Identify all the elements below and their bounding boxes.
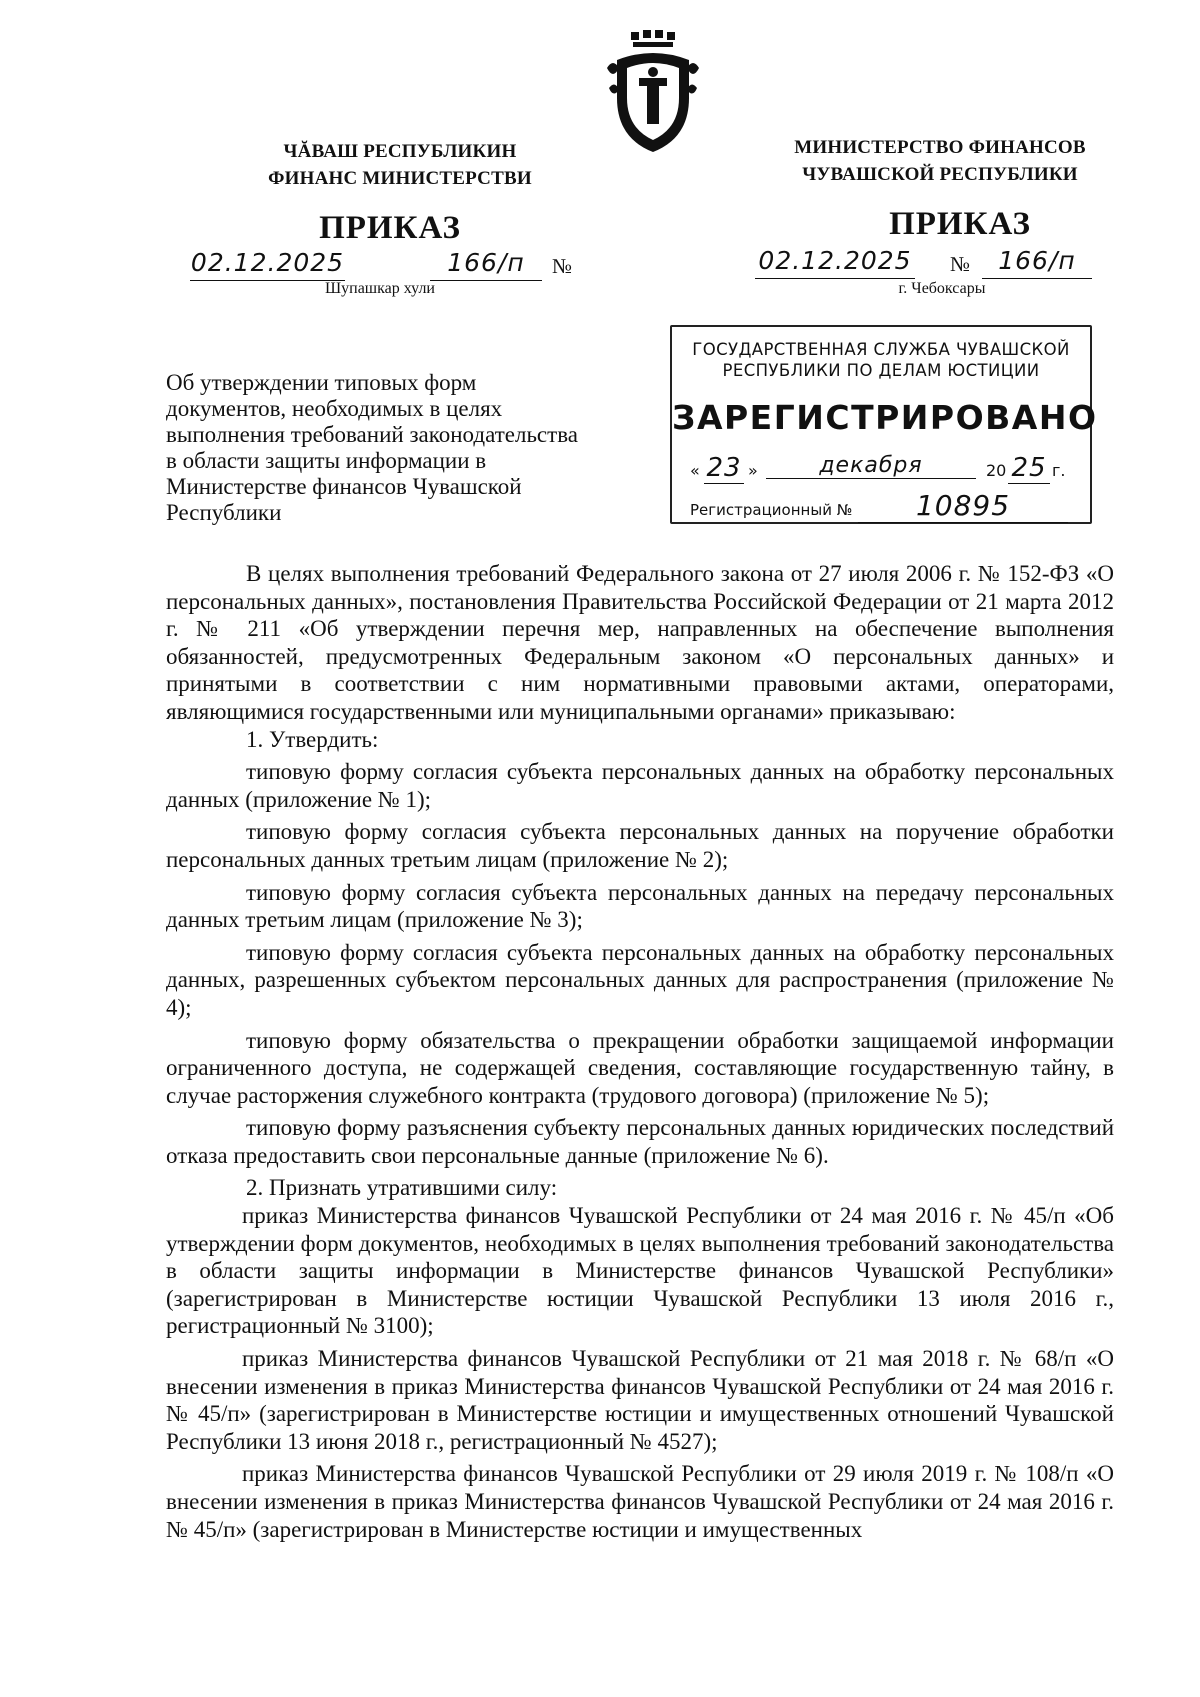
item1-heading: 1. Утвердить:: [246, 726, 379, 752]
order-title-right: ПРИКАЗ: [889, 206, 1031, 242]
stamp-quote-close: »: [748, 461, 758, 480]
item2-c: приказ Министерства финансов Чувашской Республики от 29 июля 2019 г. № 108/п «О внесении изменения в приказ Министерства финансов Чувашской Республики от 24 мая 2016 г. № 45/п» (зарегистрирован в Министерстве юстиции и имущественных: [166, 1461, 1114, 1542]
order-right-number-sign: №: [950, 252, 971, 276]
order-right-date-line: [755, 246, 915, 278]
item2-heading: 2. Признать утратившими силу:: [246, 1175, 558, 1201]
stamp-month: декабря: [766, 453, 976, 479]
order-left-date-line: [190, 248, 345, 280]
order-right-place: г. Чебоксары: [898, 280, 986, 297]
stamp-line1: ГОСУДАРСТВЕННАЯ СЛУЖБА ЧУВАШСКОЙ: [692, 340, 1070, 359]
stamp-year-unit: г.: [1052, 461, 1066, 480]
stamp-quote-open: «: [690, 461, 700, 480]
item1-c: типовую форму согласия субъекта персональных данных на передачу персональных данных третьим лицам (приложение № 3);: [166, 879, 1114, 933]
order-left-number: 166/п: [430, 248, 542, 281]
item1-b: типовую форму согласия субъекта персональных данных на поручение обработки персональных данных третьим лицам (приложение № 2);: [166, 819, 1114, 872]
stamp-day: 23: [704, 453, 744, 484]
stamp-reg-label: Регистрационный №: [690, 501, 853, 519]
stamp-year-suffix: 25: [1008, 453, 1050, 484]
body-intro: В целях выполнения требований Федерального закона от 27 июля 2006 г. № 152-ФЗ «О персональных данных», постановления Правительства Российской Федерации от 21 марта 2012 г. № 211 «Об утверждении перечня мер, направленных на обеспечение выполнения обязанностей, предусмотренных Федеральным законом «О персональных данных» и принятыми в соответствии с ним нормативными правовыми актами, операторами, являющимися государственными или муниципальными органами» приказываю:: [166, 561, 1114, 724]
order-body: [166, 560, 1114, 1543]
order-right-number-line: [982, 246, 1092, 278]
item1-d: типовую форму согласия субъекта персональных данных на обработку персональных данных, разрешенных субъектом персональных данных для распространения (приложение № 4);: [166, 939, 1114, 1020]
order-left-date: 02.12.2025: [190, 248, 345, 281]
header-left-line1: ЧĂВАШ РЕСПУБЛИКИН: [283, 141, 517, 162]
header-right: [740, 134, 1140, 188]
stamp-line2: РЕСПУБЛИКИ ПО ДЕЛАМ ЮСТИЦИИ: [722, 361, 1040, 380]
item2-a: приказ Министерства финансов Чувашской Республики от 24 мая 2016 г. № 45/п «Об утверждении форм документов, необходимых в целях выполнения требований законодательства в области защиты информации в Министерстве финансов Чувашской Республики» (зарегистрирован в Министерстве юстиции Чувашской Республики 13 июля 2016 г., регистрационный № 3100);: [166, 1203, 1114, 1339]
header-right-line2: ЧУВАШСКОЙ РЕСПУБЛИКИ: [802, 164, 1078, 185]
emblem-icon: [603, 28, 703, 158]
item1-f: типовую форму разъяснения субъекту персональных данных юридических последствий отказа предоставить свои персональные данные (приложение № 6).: [166, 1115, 1114, 1168]
order-left-place: Шупашкар хули: [325, 280, 435, 297]
header-right-line1: МИНИСТЕРСТВО ФИНАНСОВ: [794, 137, 1086, 158]
header-left: [200, 138, 600, 192]
item1-a: типовую форму согласия субъекта персональных данных на обработку персональных данных (приложение № 1);: [166, 759, 1114, 812]
order-subject: Об утверждении типовых форм документов, необходимых в целях выполнения требований законодательства в области защиты информации в Министерстве финансов Чувашской Республики: [166, 370, 578, 525]
stamp-registered: ЗАРЕГИСТРИРОВАНО: [672, 398, 1098, 437]
registration-stamp: [670, 325, 1098, 524]
order-title-left: ПРИКАЗ: [319, 210, 461, 246]
item1-e: типовую форму обязательства о прекращении обработки защищаемой информации ограниченного доступа, не содержащей сведения, составляющие государственную тайну, в случае расторжения служебного контракта (трудового договора) (приложение № 5);: [166, 1027, 1114, 1108]
header-left-line2: ФИНАНС МИНИСТЕРСТВИ: [268, 168, 532, 189]
stamp-date-row: [686, 453, 1076, 485]
order-left-number-line: [430, 248, 542, 280]
order-left-number-sign: №: [552, 254, 573, 278]
item2-b: приказ Министерства финансов Чувашской Республики от 21 мая 2018 г. № 68/п «О внесении изменения в приказ Министерства финансов Чувашской Республики от 24 мая 2016 г. № 45/п» (зарегистрирован в Министерстве юстиции и имущественных отношений Чувашской Республики 13 июня 2018 г., регистрационный № 4527);: [166, 1346, 1114, 1454]
stamp-registration-row: [686, 489, 1076, 522]
stamp-header: [672, 339, 1090, 381]
stamp-year-prefix: 20: [986, 461, 1007, 480]
order-right-date: 02.12.2025: [755, 246, 915, 279]
stamp-reg-number: 10895: [858, 489, 1068, 523]
order-right-number: 166/п: [982, 246, 1092, 279]
